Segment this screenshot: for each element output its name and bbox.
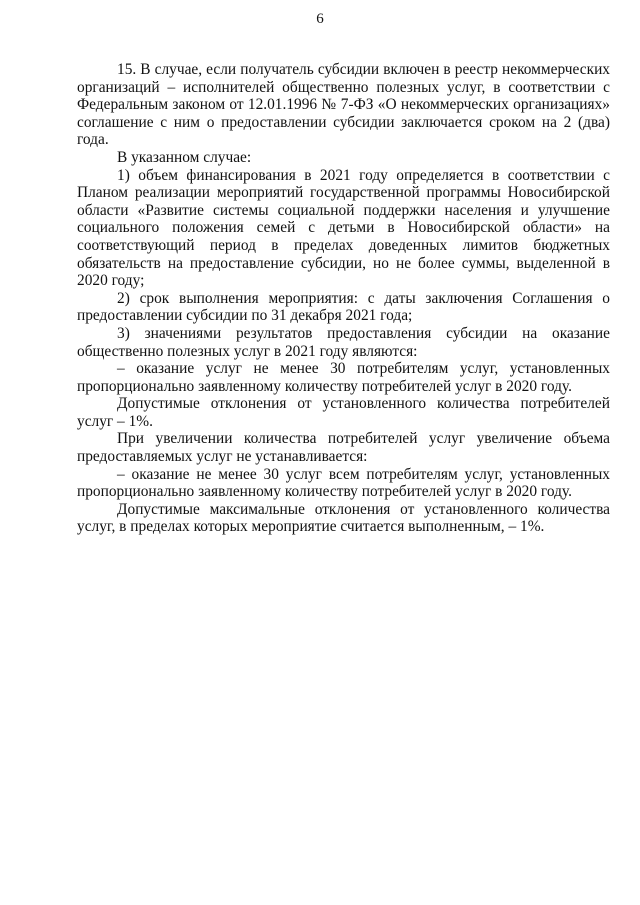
- paragraph-item-3: 3) значениями результатов предоставления субсидии на оказание общественно полезных услуг в 2021 году являются:: [77, 324, 610, 360]
- page-number: 6: [316, 11, 324, 27]
- paragraph-case-intro: В указанном случае:: [117, 148, 252, 166]
- paragraph-deviation-2: Допустимые максимальные отклонения от установленного количества услуг, в пределах которых мероприятие считается выполненным, – 1%.: [77, 500, 610, 536]
- paragraph-increase: При увеличении количества потребителей услуг увеличение объема предоставляемых услуг не устанавливается:: [77, 430, 610, 466]
- paragraph-15: 15. В случае, если получатель субсидии включен в реестр некоммерческих организаций – исполнителей общественно полезных услуг, в соответствии с Федеральным законом от 12.01.1996 № 7-ФЗ «О некоммерческих организациях» соглашение с ним о предоставлении субсидии заключается сроком на 2 (два) года.: [77, 61, 610, 149]
- paragraph-item-1: 1) объем финансирования в 2021 году определяется в соответствии с Планом реализации мероприятий государственной программы Новосибирской области «Развитие системы социальной поддержки населения и улучшение социального положения семей с детьми в Новосибирской области» на соответствующий период в пределах доведенных лимитов бюджетных обязательств на предоставление субсидии, но не более суммы, выделенной в 2020 году;: [77, 166, 610, 290]
- paragraph-deviation-1: Допустимые отклонения от установленного количества потребителей услуг – 1%.: [77, 395, 610, 430]
- document-body: [77, 61, 610, 536]
- paragraph-item-2: 2) срок выполнения мероприятия: с даты заключения Соглашения о предоставлении субсидии по 31 декабря 2021 года;: [77, 289, 610, 325]
- paragraph-dash-1: – оказание услуг не менее 30 потребителям услуг, установленных пропорционально заявленному количеству потребителей услуг в 2020 году.: [77, 360, 610, 395]
- paragraph-dash-2: – оказание не менее 30 услуг всем потребителям услуг, установленных пропорционально заявленному количеству потребителей услуг в 2020 году.: [77, 465, 610, 501]
